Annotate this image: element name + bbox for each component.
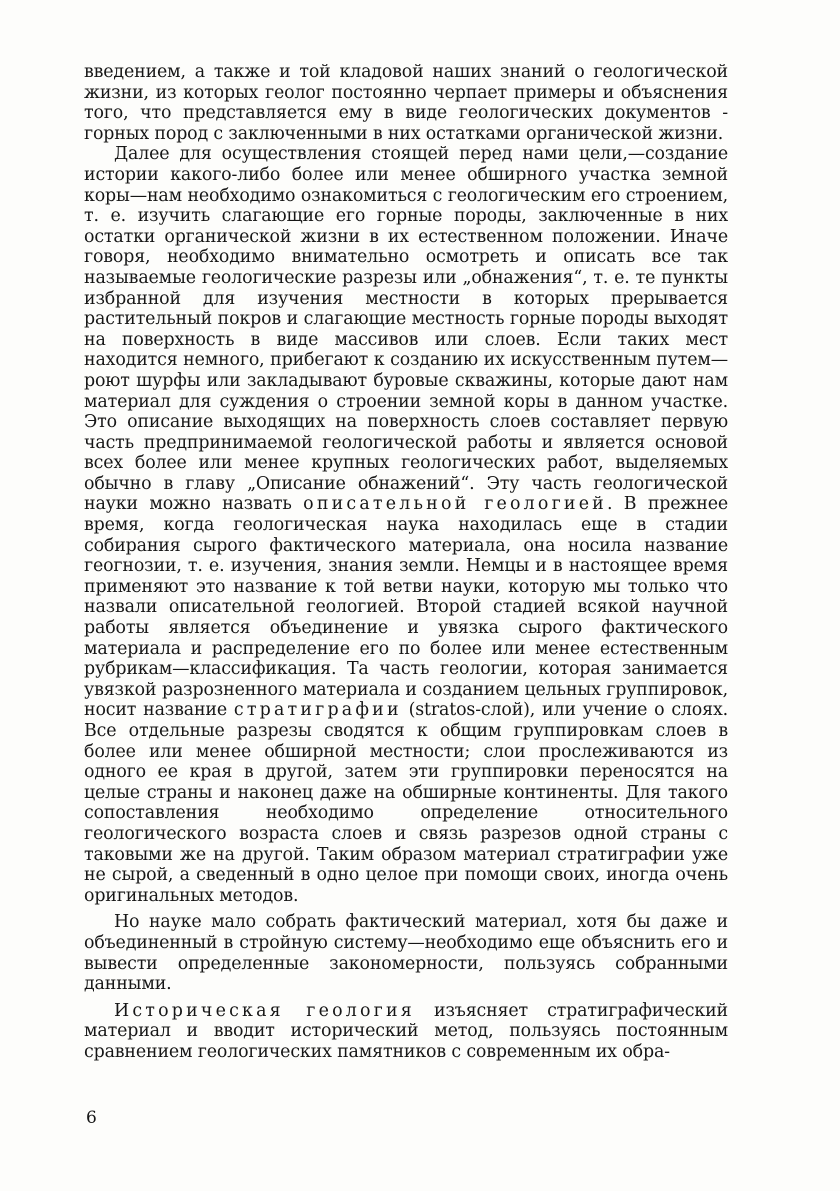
paragraph-3 (84, 912, 728, 994)
paragraph-4 (84, 1001, 728, 1063)
paragraph-1 (84, 62, 728, 144)
text-run: введением, а также и той кладовой наших знаний о геологической жизни, из которых геолог постоянно черпает примеры и объяснения того, что представляется ему в виде геологических документов - горных пород с заключенными в них остатками органической жизни. (84, 62, 728, 144)
spaced-term-stratigraphy: стратиграфии (233, 700, 402, 721)
spaced-term-historical-geology: Историческая геология (114, 1000, 415, 1021)
text-run: . В прежнее время, когда геологическая наука находилась еще в стадии собирания сырого фактического материала, она носила название геогнозии, т. е. изучения, знания земли. Немцы и в настоящее время применяют это название к той ветви науки, которую мы только что назвали описательной геологией. Второй стадией всякой научной работы является объединение и увязка сырого фактического материала и распределение его по более или менее естественным рубрикам—классификация. Та часть геологии, которая занимается увязкой разрозненного материала и созданием цельных группировок, носит название (84, 494, 729, 721)
paragraph-2 (84, 144, 728, 906)
text-run: (stratos-слой), или учение о слоях. Все отдельные разрезы сводятся к общим группировкам слоев в более или менее обширной местности; слои прослеживаются из одного ее края в другой, затем эти группировки переносятся на целые страны и наконец даже на обширные континенты. Для такого сопоставления необходимо определение относительного геологического возраста слоев и связь разрезов одной страны с таковыми же на другой. Таким образом материал стратиграфии уже не сырой, а сведенный в одно целое при помощи своих, иногда очень оригинальных методов. (84, 700, 728, 906)
text-run: изъясняет стратиграфический материал и вводит исторический метод, пользуясь постоянным сравнением геологических памятников с современным их обра- (84, 1000, 728, 1062)
body-text (84, 62, 728, 1063)
text-run: Далее для осуществления стоящей перед нами цели,—создание истории какого-либо более или менее обширного участка земной коры—нам необходимо ознакомиться с геологическим его строением, т. е. изучить слагающие его горные породы, заключенные в них остатки органической жизни в их естественном положении. Иначе говоря, необходимо внимательно осмотреть и описать все так называемые геологические разрезы или „обнажения“, т. е. те пункты избранной для изучения местности в которых прерывается растительный покров и слагающие местность горные породы выходят на поверхность в виде массивов или слоев. Если таких мест находится немного, прибегают к созданию их искусственным путем—роют шурфы или закладывают буровые скважины, которые дают нам материал для суждения о строении земной коры в данном участке. Это описание выходящих на поверхность слоев составляет первую часть предпринимаемой геологической работы и является основой всех более или менее крупных геологических работ, выделяемых обычно в главу „Описание обнажений“. Эту часть геологической науки можно назвать (84, 144, 728, 515)
spaced-term-descriptive-geology: описательной геологией (303, 494, 607, 515)
text-run: Но науке мало собрать фактический материал, хотя бы даже и объединенный в стройную систему—необходимо еще объяснить его и вывести определенные закономерности, пользуясь собранными данными. (84, 912, 728, 995)
page-number: 6 (86, 1108, 97, 1128)
